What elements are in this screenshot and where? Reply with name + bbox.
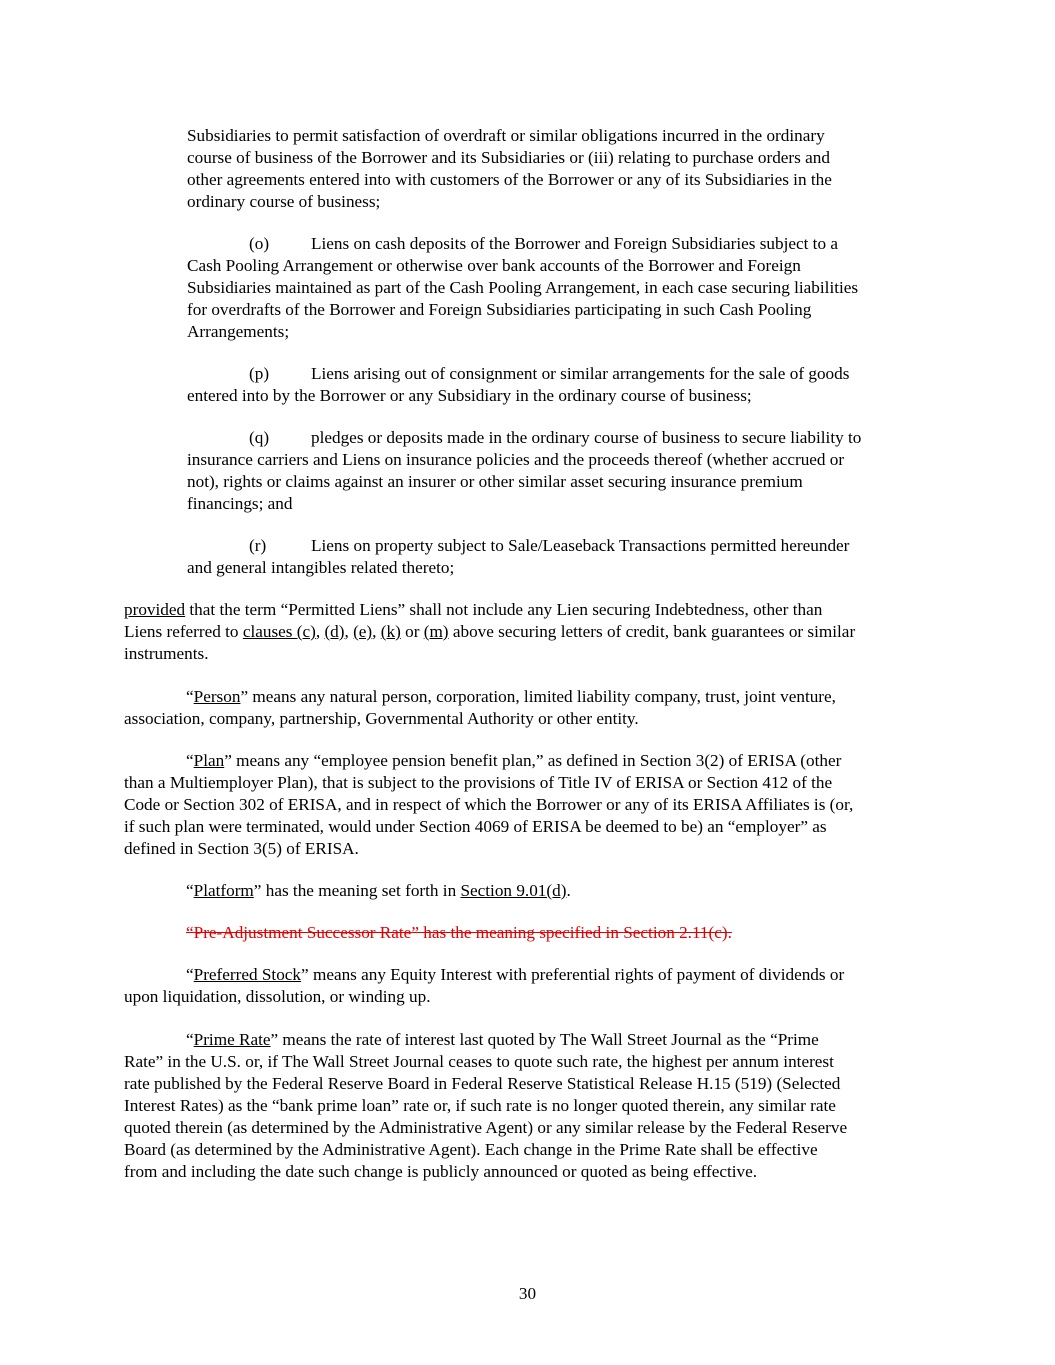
deleted-text-line xyxy=(124,922,936,944)
text-line: “Person” means any natural person, corporation, limited liability company, trust, joint venture, xyxy=(186,687,836,706)
clause-first-line xyxy=(187,535,935,557)
clause-first-line xyxy=(187,233,935,255)
definition-preferred-stock xyxy=(124,964,936,1008)
text-run: . xyxy=(566,881,571,900)
clause-first-line xyxy=(187,363,935,385)
text-line: from and including the date such change is publicly announced or quoted as being effective. xyxy=(124,1162,758,1181)
section-ref: Section 9.01(d) xyxy=(460,881,567,900)
text-line: not), rights or claims against an insurer or other similar asset securing insurance premium xyxy=(187,472,803,491)
text-line: Subsidiaries maintained as part of the Cash Pooling Arrangement, in each case securing liabilities xyxy=(187,278,859,297)
clause-first-line xyxy=(187,427,935,449)
defined-term: Prime Rate xyxy=(193,1030,271,1049)
text-line: “Platform” has the meaning set forth in Section 9.01(d). xyxy=(186,881,571,900)
text-run: ” has the meaning specified in xyxy=(411,923,624,942)
text-run: ” means any “employee pension benefit plan,” as defined in Section 3(2) of ERISA (other xyxy=(224,751,842,770)
clause-p xyxy=(187,363,935,407)
text-run: , xyxy=(372,622,381,641)
text-line: other agreements entered into with customers of the Borrower or any of its Subsidiaries in the xyxy=(187,170,832,189)
text-line: “Prime Rate” means the rate of interest last quoted by The Wall Street Journal as the “Prime xyxy=(186,1030,819,1049)
clause-e-ref: (e) xyxy=(353,622,373,641)
text-run: Liens referred to xyxy=(124,622,243,641)
clause-d-ref: (d) xyxy=(324,622,345,641)
definition-plan xyxy=(124,750,936,860)
text-line: ordinary course of business; xyxy=(187,192,381,211)
text-line: Board (as determined by the Administrative Agent). Each change in the Prime Rate shall be effective xyxy=(124,1140,818,1159)
definition-pre-adjustment-deleted xyxy=(124,922,936,944)
text-line: defined in Section 3(5) of ERISA. xyxy=(124,839,359,858)
page-number: 30 xyxy=(518,1284,537,1303)
text-run: ” means any natural person, corporation, limited liability company, trust, joint venture, xyxy=(240,687,836,706)
text-line: and general intangibles related thereto; xyxy=(187,558,455,577)
clause-text: Liens arising out of consignment or similar arrangements for the sale of goods xyxy=(311,364,850,383)
text-line: than a Multiemployer Plan), that is subject to the provisions of Title IV of ERISA or Section 412 of the xyxy=(124,773,833,792)
clause-label: (p) xyxy=(249,364,270,383)
text-line: association, company, partnership, Governmental Authority or other entity. xyxy=(124,709,639,728)
clause-label: (o) xyxy=(249,234,270,253)
clause-k-ref: (k) xyxy=(380,622,401,641)
clause-m-ref: (m) xyxy=(423,622,449,641)
text-run: ” means the rate of interest last quoted by The Wall Street Journal as the “Prime xyxy=(270,1030,819,1049)
clause-text: pledges or deposits made in the ordinary course of business to secure liability to xyxy=(311,428,862,447)
definition-platform xyxy=(124,880,936,902)
text-line: Subsidiaries to permit satisfaction of overdraft or similar obligations incurred in the ordinary xyxy=(187,126,825,145)
defined-term: Preferred Stock xyxy=(193,965,302,984)
clause-c-ref: clauses (c) xyxy=(242,622,316,641)
clause-o xyxy=(187,233,935,343)
defined-term: Person xyxy=(193,687,241,706)
text-line: “Plan” means any “employee pension benefit plan,” as defined in Section 3(2) of ERISA (other xyxy=(186,751,842,770)
text-line: Rate” in the U.S. or, if The Wall Street Journal ceases to quote such rate, the highest per annum interest xyxy=(124,1052,834,1071)
text-line: entered into by the Borrower or any Subsidiary in the ordinary course of business; xyxy=(187,386,752,405)
text-line: if such plan were terminated, would under Section 4069 of ERISA be deemed to be) an “employer” as xyxy=(124,817,827,836)
clause-text: Liens on cash deposits of the Borrower and Foreign Subsidiaries subject to a xyxy=(311,234,838,253)
text-line: course of business of the Borrower and its Subsidiaries or (iii) relating to purchase orders and xyxy=(187,148,830,167)
text-line: financings; and xyxy=(187,494,293,513)
text-run: or xyxy=(400,622,424,641)
text-run: above securing letters of credit, bank guarantees or similar xyxy=(448,622,856,641)
text-line: “Preferred Stock” means any Equity Interest with preferential rights of payment of dividends or xyxy=(186,965,845,984)
text-line: Code or Section 302 of ERISA, and in respect of which the Borrower or any of its ERISA Affiliates is (or, xyxy=(124,795,854,814)
text-run: ” has the meaning set forth in xyxy=(253,881,461,900)
clause-r xyxy=(187,535,935,579)
defined-term: Plan xyxy=(193,751,225,770)
text-run: ” means any Equity Interest with preferential rights of payment of dividends or xyxy=(301,965,845,984)
section-ref: Section 2.11(c) xyxy=(623,923,728,942)
text-line: for overdrafts of the Borrower and Foreign Subsidiaries participating in such Cash Pooling xyxy=(187,300,812,319)
text-run: , xyxy=(344,622,354,641)
text-run: that the term “Permitted Liens” shall not include any Lien securing Indebtedness, other than xyxy=(185,600,823,619)
text-line: insurance carriers and Liens on insurance policies and the proceeds thereof (whether accrued or xyxy=(187,450,845,469)
provided-term: provided xyxy=(124,600,186,619)
clause-text: Liens on property subject to Sale/Leaseback Transactions permitted hereunder xyxy=(311,536,850,555)
clause-label: (r) xyxy=(249,536,267,555)
text-line: Interest Rates) as the “bank prime loan” rate or, if such rate is no longer quoted therein, any similar rate xyxy=(124,1096,836,1115)
clause-n-continuation xyxy=(187,125,935,213)
proviso-paragraph xyxy=(124,599,936,665)
text-line: Arrangements; xyxy=(187,322,290,341)
clause-label: (q) xyxy=(249,428,270,447)
text-run: “ xyxy=(186,923,194,942)
clause-q xyxy=(187,427,935,515)
text-line: instruments. xyxy=(124,644,209,663)
text-run: , xyxy=(315,622,325,641)
definition-person xyxy=(124,686,936,730)
definition-prime-rate xyxy=(124,1029,936,1183)
text-line: quoted therein (as determined by the Administrative Agent) or any similar release by the Federal Reserve xyxy=(124,1118,848,1137)
text-line: Cash Pooling Arrangement or otherwise over bank accounts of the Borrower and Foreign xyxy=(187,256,801,275)
defined-term: Platform xyxy=(193,881,254,900)
defined-term: Pre-Adjustment Successor Rate xyxy=(193,923,412,942)
text-line xyxy=(124,599,936,621)
text-line: rate published by the Federal Reserve Board in Federal Reserve Statistical Release H.15 (519) (Selected xyxy=(124,1074,841,1093)
text-line: upon liquidation, dissolution, or winding up. xyxy=(124,987,431,1006)
text-run: . xyxy=(727,923,732,942)
text-line xyxy=(124,621,936,643)
